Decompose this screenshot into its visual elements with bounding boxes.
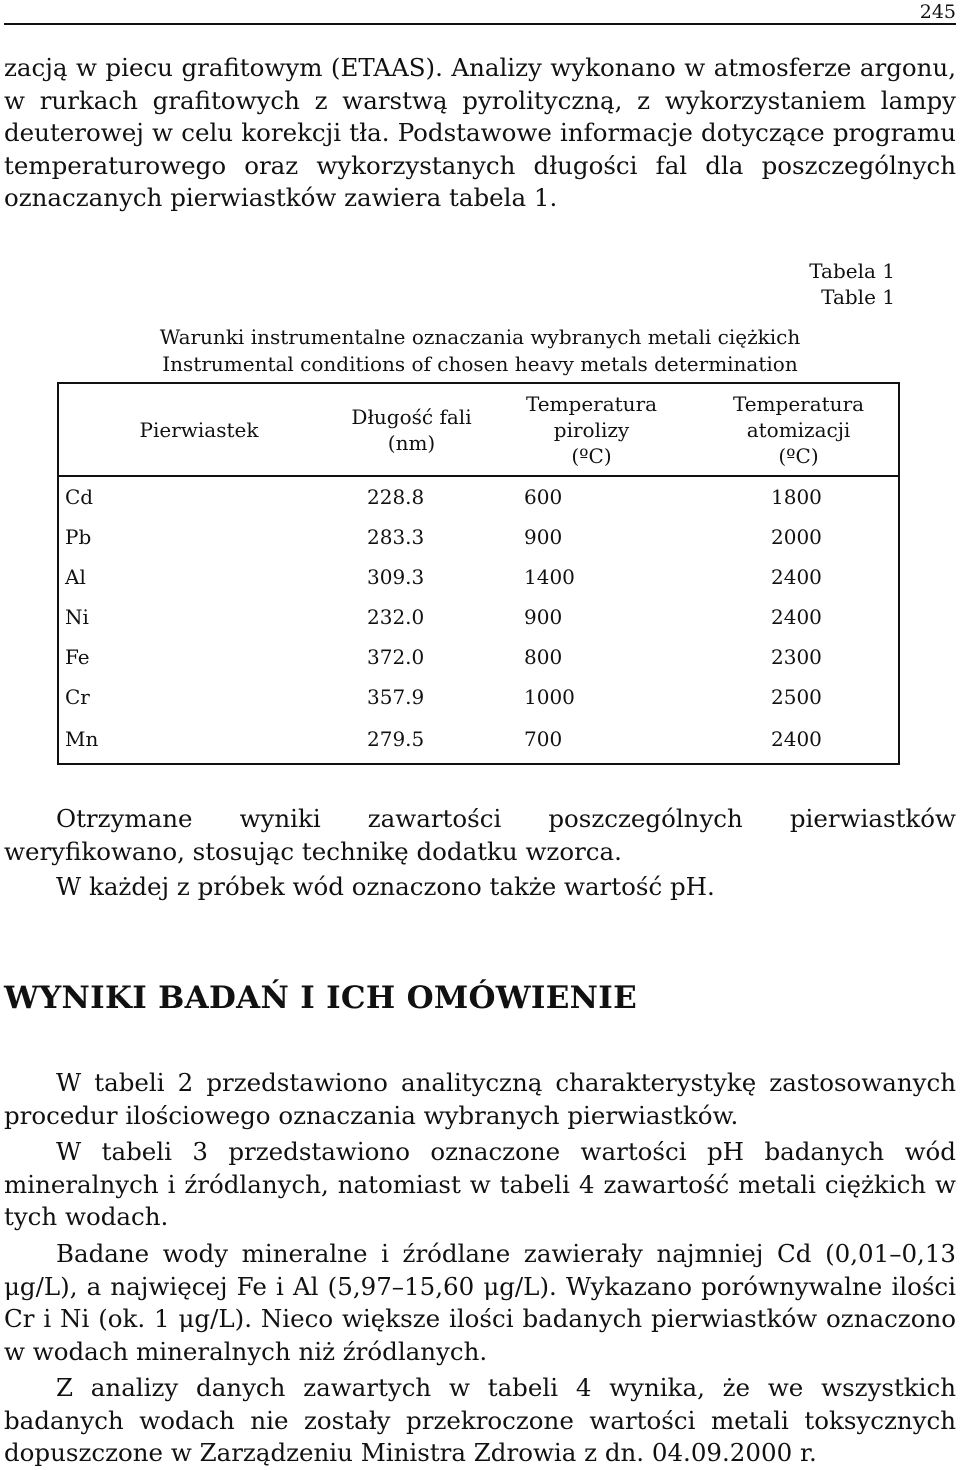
- results-paragraph-2: W tabeli 3 przedstawiono oznaczone wartości pH badanych wód mineralnych i źródlanych, natomiast w tabeli 4 zawartość metali ciężkich w tych wodach.: [4, 1137, 956, 1231]
- header-atomization-temp: [699, 383, 899, 476]
- header-rule: [4, 23, 956, 25]
- cell-wavelength: 357.9: [367, 685, 425, 709]
- cell-element: Al: [65, 565, 86, 589]
- cell-atomization: 2400: [771, 605, 822, 629]
- header-pyrolysis-line1: Temperatura: [525, 391, 658, 416]
- table-row: [58, 637, 899, 677]
- cell-atomization: 2000: [771, 525, 822, 549]
- table-title-en: Instrumental conditions of chosen heavy metals determination: [162, 352, 798, 376]
- table-row: [58, 476, 899, 517]
- table-row: [58, 717, 899, 764]
- cell-atomization: 2400: [771, 727, 822, 751]
- header-wavelength-line1: Długość fali: [351, 404, 472, 429]
- table-label: [600, 258, 895, 310]
- cell-element: Ni: [65, 605, 89, 629]
- cell-wavelength: 279.5: [367, 727, 425, 751]
- cell-atomization: 1800: [771, 485, 822, 509]
- cell-wavelength: 309.3: [367, 565, 425, 589]
- page-number: 245: [919, 1, 956, 23]
- table-title-pl: Warunki instrumentalne oznaczania wybranych metali ciężkich: [159, 325, 801, 349]
- cell-element: Fe: [65, 645, 90, 669]
- table-row: [58, 557, 899, 597]
- cell-atomization: 2400: [771, 565, 822, 589]
- cell-pyrolysis: 1400: [524, 565, 575, 589]
- cell-element: Mn: [65, 727, 99, 751]
- section-heading: WYNIKI BADAŃ I ICH OMÓWIENIE: [4, 980, 638, 1016]
- table-title: [0, 324, 960, 378]
- table-header-row: [58, 383, 899, 476]
- verification-paragraph: Otrzymane wyniki zawartości poszczególnych pierwiastków weryfikowano, stosując technikę dodatku wzorca.: [4, 804, 956, 866]
- cell-pyrolysis: 800: [524, 645, 563, 669]
- cell-wavelength: 228.8: [367, 485, 425, 509]
- cell-element: Pb: [65, 525, 92, 549]
- cell-pyrolysis: 1000: [524, 685, 575, 709]
- header-atomization-line1: Temperatura: [732, 391, 865, 416]
- cell-pyrolysis: 600: [524, 485, 563, 509]
- instrumental-conditions-table: [57, 382, 900, 765]
- table-row: [58, 597, 899, 637]
- cell-wavelength: 232.0: [367, 605, 425, 629]
- header-wavelength: [339, 383, 484, 476]
- table-label-pl: Tabela 1: [809, 259, 895, 283]
- cell-element: Cd: [65, 485, 94, 509]
- table-label-en: Table 1: [821, 285, 895, 309]
- table-row: [58, 677, 899, 717]
- header-pyrolysis-line3: (ºC): [571, 443, 612, 468]
- ph-paragraph: W każdej z próbek wód oznaczono także wartość pH.: [56, 872, 715, 901]
- header-pyrolysis-temp: [484, 383, 699, 476]
- results-paragraph-1: W tabeli 2 przedstawiono analityczną charakterystykę zastosowanych procedur ilościowego oznaczania wybranych pierwiastków.: [4, 1068, 956, 1130]
- table-row: [58, 517, 899, 557]
- header-wavelength-line2: (nm): [387, 430, 436, 455]
- cell-element: Cr: [65, 685, 90, 709]
- cell-pyrolysis: 700: [524, 727, 563, 751]
- header-pyrolysis-line2: pirolizy: [553, 417, 630, 442]
- cell-atomization: 2300: [771, 645, 822, 669]
- intro-paragraph: zacją w piecu grafitowym (ETAAS). Analizy wykonano w atmosferze argonu, w rurkach grafitowych z warstwą pyrolityczną, z wykorzystaniem lampy deuterowej w celu korekcji tła. Podstawowe informacje dotyczące programu temperaturowego oraz wykorzystanych długości fal dla poszczególnych oznaczanych pierwiastków zawiera tabela 1.: [4, 53, 956, 212]
- cell-atomization: 2500: [771, 685, 822, 709]
- cell-wavelength: 283.3: [367, 525, 425, 549]
- cell-wavelength: 372.0: [367, 645, 425, 669]
- header-atomization-line2: atomizacji: [746, 417, 851, 442]
- header-atomization-line3: (ºC): [778, 443, 819, 468]
- results-paragraph-3: Badane wody mineralne i źródlane zawierały najmniej Cd (0,01–0,13 μg/L), a najwięcej Fe i Al (5,97–15,60 μg/L). Wykazano porównywalne ilości Cr i Ni (ok. 1 μg/L). Nieco większe ilości badanych pierwiastków oznaczono w wodach mineralnych niż źródlanych.: [4, 1239, 956, 1366]
- cell-pyrolysis: 900: [524, 605, 563, 629]
- results-paragraph-4: Z analizy danych zawartych w tabeli 4 wynika, że we wszystkich badanych wodach nie zostały przekroczone wartości metali toksycznych dopuszczone w Zarządzeniu Ministra Zdrowia z dn. 04.09.2000 r.: [4, 1373, 956, 1467]
- cell-pyrolysis: 900: [524, 525, 563, 549]
- header-element: Pierwiastek: [58, 383, 339, 476]
